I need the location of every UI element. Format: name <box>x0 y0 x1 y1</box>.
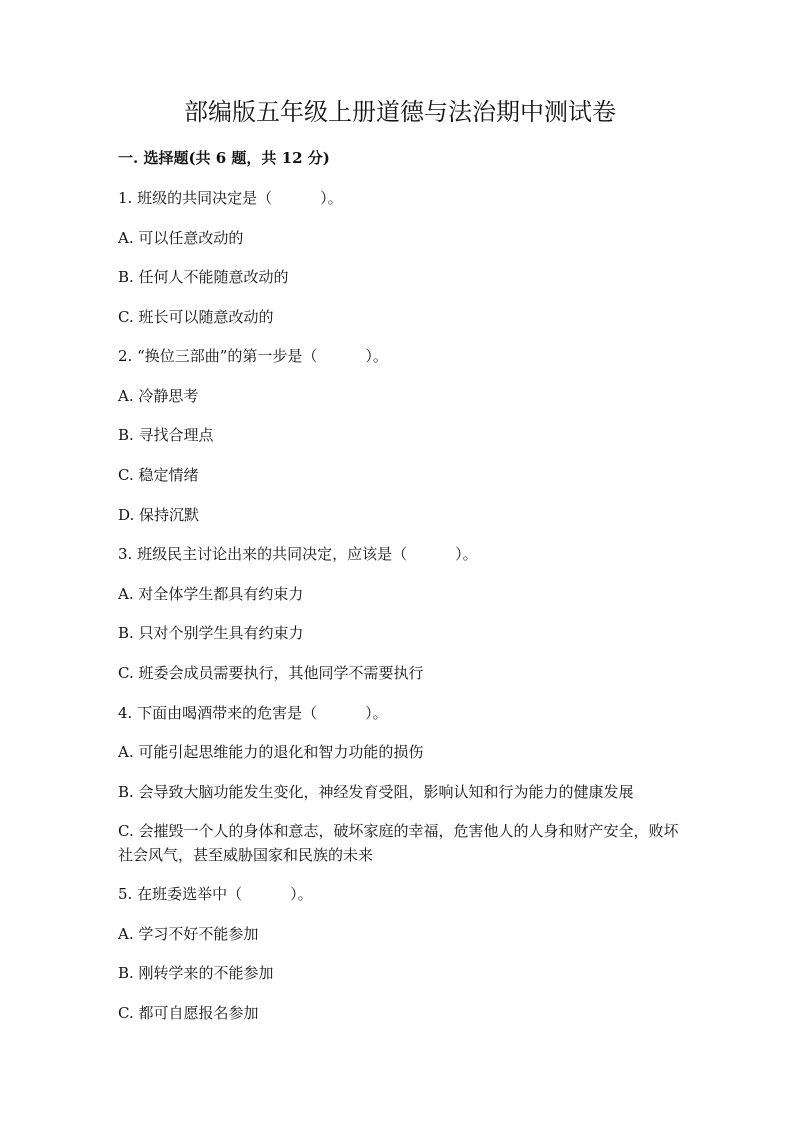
question-stem-5 <box>118 882 682 906</box>
document-title: 部编版五年级上册道德与法治期中测试卷 <box>184 98 616 126</box>
question-stem-end: ）。 <box>290 885 313 903</box>
option-4a: A. 可能引起思维能力的退化和智力功能的损伤 <box>118 743 424 761</box>
question-stem-4 <box>118 701 682 725</box>
question-stem-2 <box>118 344 682 368</box>
question-stem-text: 5. 在班委选举中（ <box>118 885 243 903</box>
option-1b: B. 任何人不能随意改动的 <box>118 268 289 286</box>
question-stem-1 <box>118 186 682 210</box>
question-stem-end: ）。 <box>365 704 388 722</box>
option-2a: A. 冷静思考 <box>118 387 199 405</box>
option-2d: D. 保持沉默 <box>118 506 200 524</box>
question-stem-end: ）。 <box>320 189 343 207</box>
question-stem-text: 3. 班级民主讨论出来的共同决定，应该是（ <box>118 545 408 563</box>
question-stem-text: 4. 下面由喝酒带来的危害是（ <box>118 704 318 722</box>
option-5c: C. 都可自愿报名参加 <box>118 1004 259 1022</box>
question-stem-text: 2. “换位三部曲”的第一步是（ <box>118 347 318 365</box>
option-4b: B. 会导致大脑功能发生变化，神经发育受阻，影响认知和行为能力的健康发展 <box>118 783 634 801</box>
option-3b: B. 只对个别学生具有约束力 <box>118 624 304 642</box>
question-stem-end: ）。 <box>455 545 478 563</box>
option-1c: C. 班长可以随意改动的 <box>118 308 274 326</box>
option-4c: C. 会摧毁一个人的身体和意志，破坏家庭的幸福，危害他人的人身和财产安全，败坏社会风气，甚至威胁国家和民族的未来 <box>118 822 679 864</box>
option-5b: B. 刚转学来的不能参加 <box>118 964 274 982</box>
option-5a: A. 学习不好不能参加 <box>118 925 259 943</box>
option-1a: A. 可以任意改动的 <box>118 229 244 247</box>
option-2c: C. 稳定情绪 <box>118 466 199 484</box>
question-stem-3 <box>118 542 682 566</box>
option-3a: A. 对全体学生都具有约束力 <box>118 585 304 603</box>
option-3c: C. 班委会成员需要执行，其他同学不需要执行 <box>118 664 424 682</box>
question-stem-text: 1. 班级的共同决定是（ <box>118 189 273 207</box>
option-2b: B. 寻找合理点 <box>118 426 214 444</box>
section-heading: 一. 选择题(共 6 题，共 12 分) <box>118 149 330 167</box>
question-stem-end: ）。 <box>365 347 388 365</box>
